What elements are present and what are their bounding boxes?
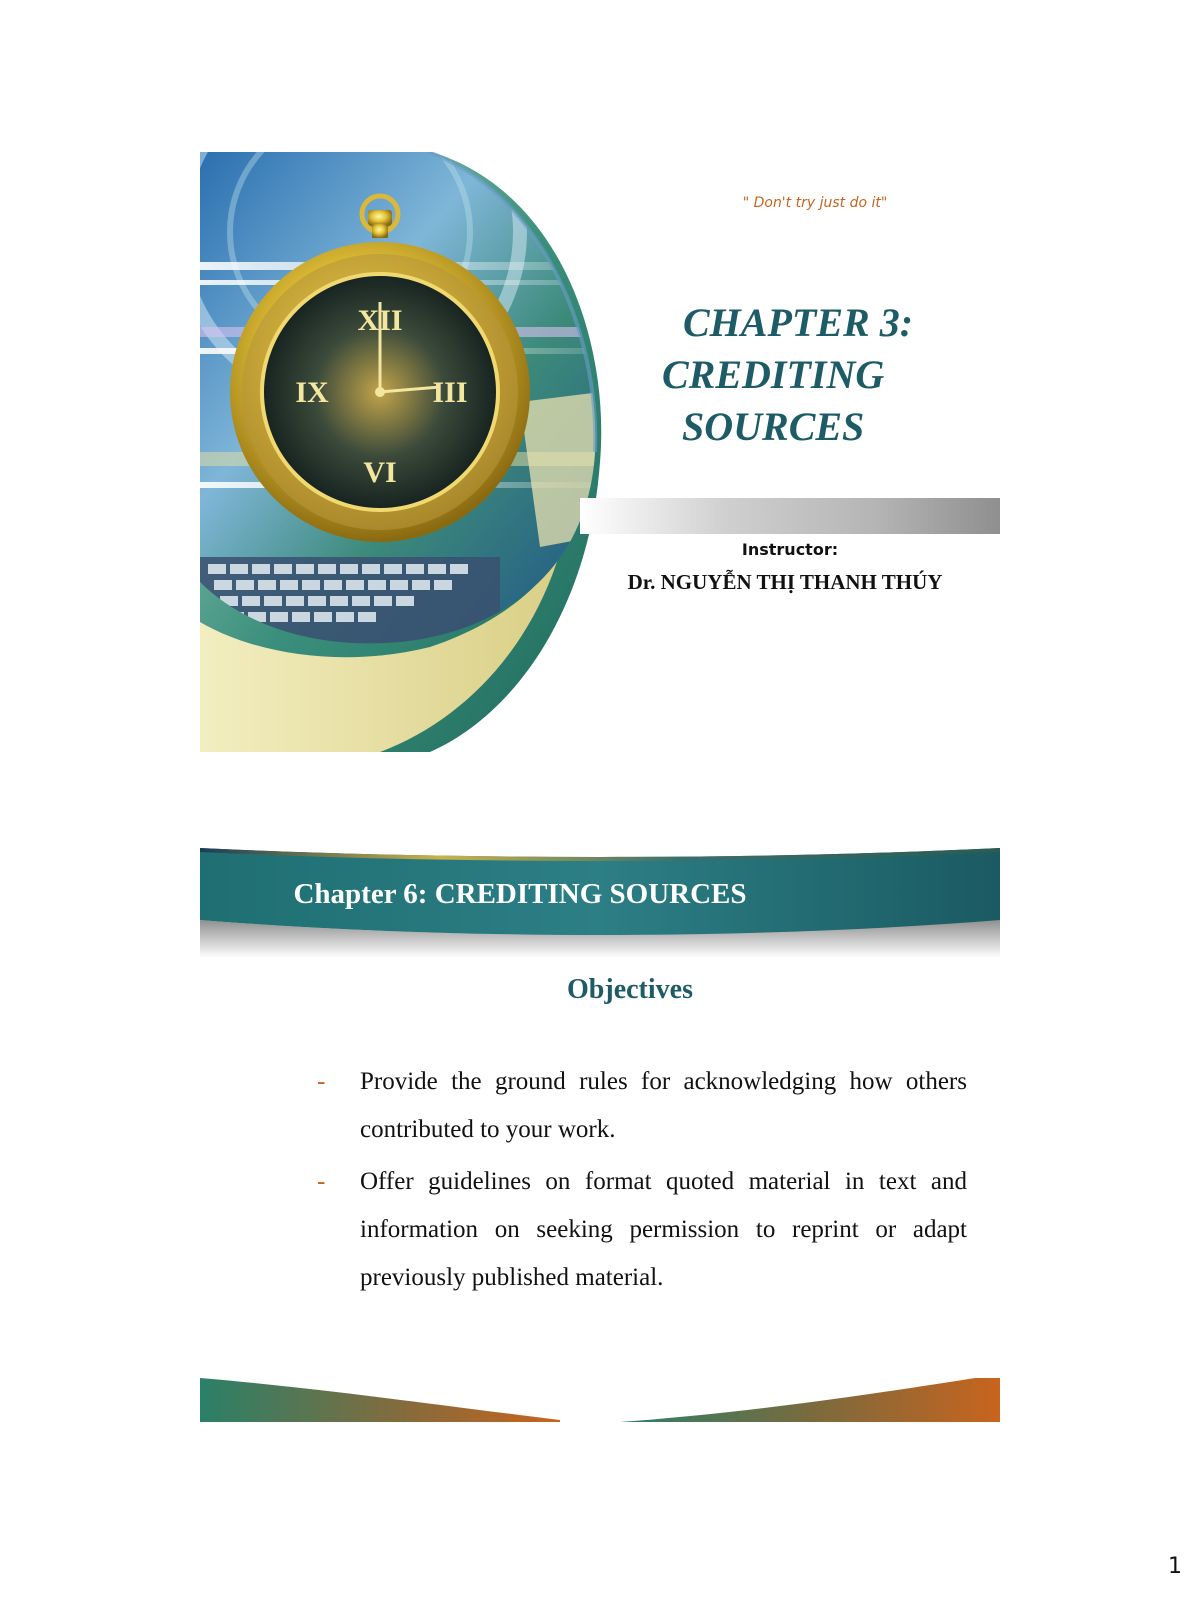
dash-bullet-icon: - bbox=[317, 1168, 326, 1195]
objectives-slide bbox=[200, 848, 1000, 1448]
footer-decoration bbox=[200, 1378, 1000, 1428]
chapter-title bbox=[640, 297, 970, 453]
dash-bullet-icon: - bbox=[317, 1068, 326, 1095]
svg-text:XII: XII bbox=[357, 304, 403, 337]
svg-text:III: III bbox=[432, 376, 468, 409]
list-item bbox=[317, 1158, 967, 1302]
chapter-title-line-1: CHAPTER 3: bbox=[683, 300, 914, 345]
instructor-name: Dr. NGUYỄN THỊ THANH THÚY bbox=[627, 570, 943, 594]
gray-divider-bar bbox=[580, 498, 1000, 534]
objectives-list bbox=[317, 1058, 967, 1306]
objectives-heading: Objectives bbox=[567, 974, 693, 1005]
chapter-title-line-2: CREDITING bbox=[662, 352, 885, 397]
instructor-label: Instructor: bbox=[741, 540, 839, 559]
page-number: 1 bbox=[1168, 1554, 1182, 1579]
list-item-text: Provide the ground rules for acknowledging how others contributed to your work. bbox=[360, 1068, 967, 1143]
quote-text: " Don't try just do it" bbox=[742, 195, 888, 211]
svg-text:IX: IX bbox=[295, 376, 329, 409]
list-item-text: Offer guidelines on format quoted material in text and information on seeking permission to reprint or adapt previously published material. bbox=[360, 1168, 967, 1291]
list-item bbox=[317, 1058, 967, 1154]
banner-title: Chapter 6: CREDITING SOURCES bbox=[293, 878, 747, 910]
title-slide bbox=[200, 152, 1000, 752]
svg-text:VI: VI bbox=[363, 456, 397, 489]
chapter-title-line-3: SOURCES bbox=[682, 404, 865, 449]
